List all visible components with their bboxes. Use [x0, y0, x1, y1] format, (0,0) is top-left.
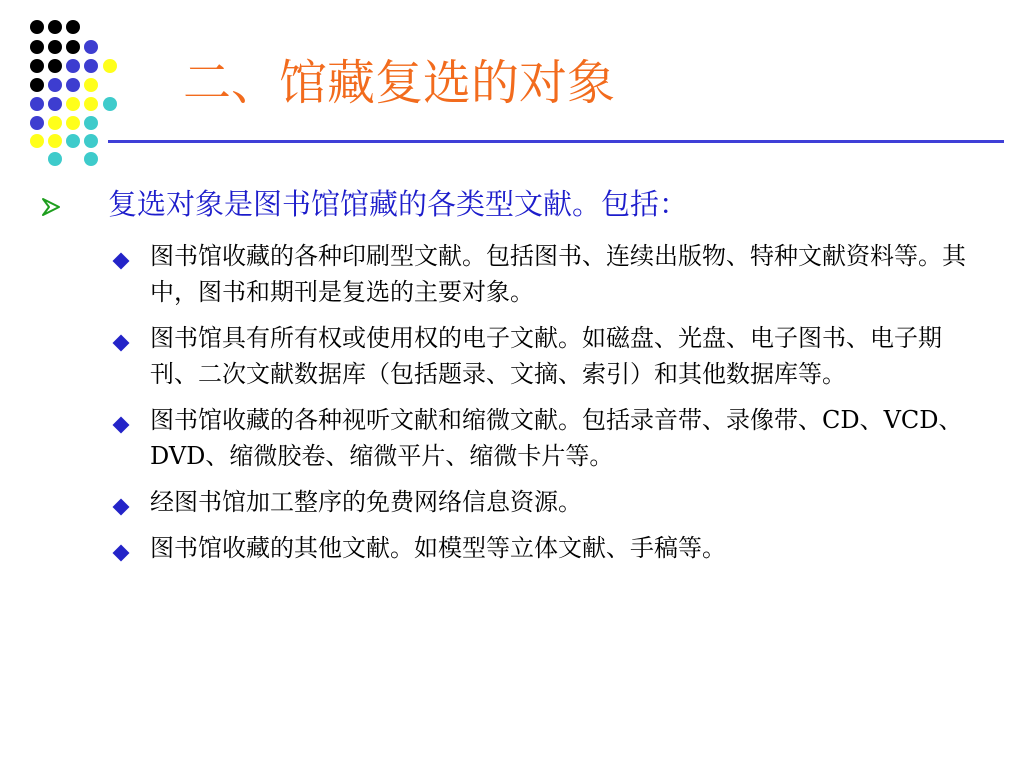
decorative-dot: [84, 59, 98, 73]
sub-point-item: [108, 238, 988, 310]
decorative-dot: [84, 116, 98, 130]
decorative-dot: [48, 116, 62, 130]
decorative-dot: [84, 78, 98, 92]
decorative-dot: [48, 134, 62, 148]
main-point-text: 复选对象是图书馆馆藏的各类型文献。包括：: [108, 187, 689, 221]
arrow-bullet-icon: [40, 196, 62, 218]
diamond-bullet-icon: [113, 253, 130, 270]
sub-point-item: [108, 530, 988, 566]
decorative-dot: [66, 78, 80, 92]
title-divider-line: [108, 140, 1004, 143]
sub-point-text: 经图书馆加工整序的免费网络信息资源。: [150, 488, 582, 516]
sub-point-item: [108, 320, 988, 392]
sub-point-list: [108, 238, 988, 576]
decorative-dot: [48, 40, 62, 54]
decorative-dot: [48, 78, 62, 92]
decorative-dot: [66, 116, 80, 130]
decorative-dot: [103, 97, 117, 111]
sub-point-item: [108, 402, 988, 474]
decorative-dot: [66, 97, 80, 111]
decorative-dot: [48, 97, 62, 111]
decorative-dot: [30, 40, 44, 54]
slide-title: 二、馆藏复选的对象: [183, 55, 616, 111]
decorative-dot: [84, 134, 98, 148]
sub-point-text: 图书馆具有所有权或使用权的电子文献。如磁盘、光盘、电子图书、电子期刊、二次文献数据库（包括题录、文摘、索引）和其他数据库等。: [150, 324, 942, 388]
sub-point-item: [108, 484, 988, 520]
sub-point-text: 图书馆收藏的各种印刷型文献。包括图书、连续出版物、特种文献资料等。其中，图书和期刊是复选的主要对象。: [150, 242, 966, 306]
decorative-dot: [48, 59, 62, 73]
decorative-dot: [30, 59, 44, 73]
decorative-dot: [66, 40, 80, 54]
decorative-dot: [30, 97, 44, 111]
decorative-dot: [84, 97, 98, 111]
sub-point-text: 图书馆收藏的其他文献。如模型等立体文献、手稿等。: [150, 534, 726, 562]
decorative-dot: [66, 20, 80, 34]
decorative-dot: [84, 152, 98, 166]
decorative-dot: [30, 116, 44, 130]
decorative-dot: [84, 40, 98, 54]
diamond-bullet-icon: [113, 545, 130, 562]
decorative-dot: [66, 59, 80, 73]
decorative-dot: [48, 20, 62, 34]
sub-point-text: 图书馆收藏的各种视听文献和缩微文献。包括录音带、录像带、CD、VCD、DVD、缩微胶卷、缩微平片、缩微卡片等。: [150, 406, 963, 470]
decorative-dot: [66, 134, 80, 148]
decorative-dot: [30, 78, 44, 92]
diamond-bullet-icon: [113, 499, 130, 516]
diamond-bullet-icon: [113, 335, 130, 352]
decorative-dot: [30, 20, 44, 34]
decorative-dot: [30, 134, 44, 148]
diamond-bullet-icon: [113, 417, 130, 434]
decorative-dot: [48, 152, 62, 166]
decorative-dot: [103, 59, 117, 73]
